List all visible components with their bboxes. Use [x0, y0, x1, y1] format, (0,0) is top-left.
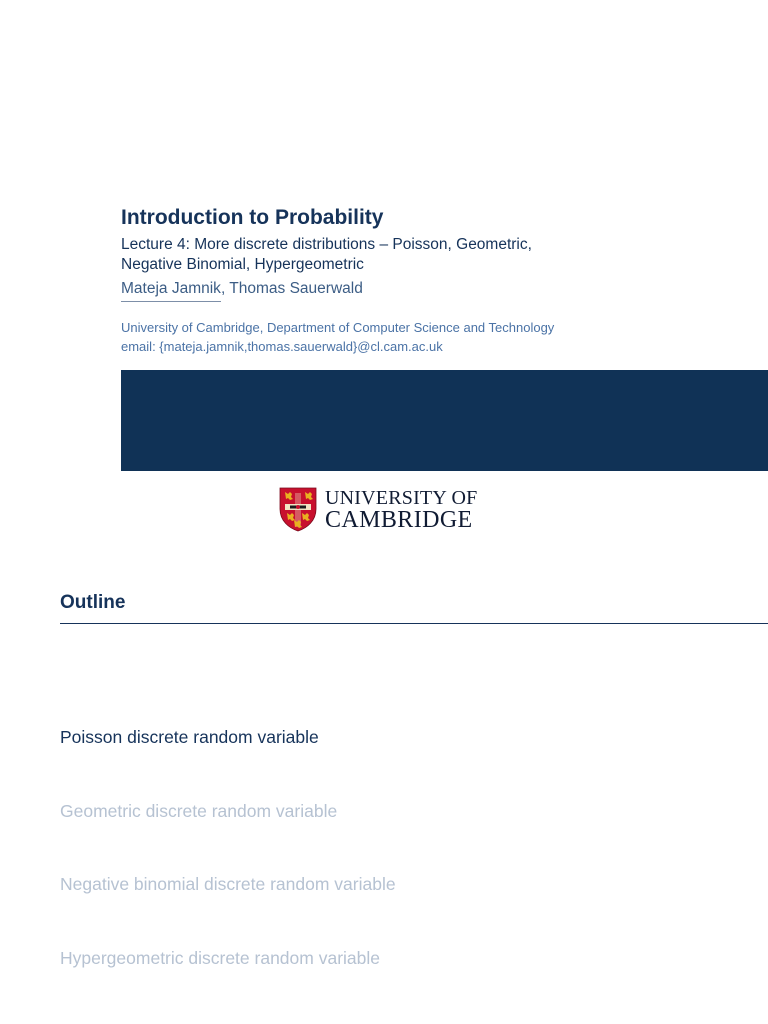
logo-wordmark: [325, 487, 477, 531]
authors: [121, 279, 741, 302]
author-thomas-sauerwald: Thomas Sauerwald: [229, 280, 363, 297]
affiliation-line: University of Cambridge, Department of Computer Science and Technology: [121, 320, 555, 335]
outline-heading: Outline: [60, 592, 126, 613]
subtitle: [121, 235, 741, 275]
author-mateja-jamnik[interactable]: Mateja Jamnik: [121, 279, 221, 302]
university-logo: [279, 486, 477, 532]
subtitle-line-1: Lecture 4: More discrete distributions – Poisson, Geometric,: [121, 236, 532, 253]
outline-item-geometric[interactable]: Geometric discrete random variable: [60, 801, 338, 821]
outline-divider: [60, 623, 768, 624]
outline-item-poisson[interactable]: Poisson discrete random variable: [60, 727, 319, 747]
title-banner: [121, 370, 768, 471]
cambridge-shield-icon: [279, 487, 317, 532]
outline-item-hypergeometric[interactable]: Hypergeometric discrete random variable: [60, 948, 380, 968]
logo-text-line-2: CAMBRIDGE: [325, 507, 473, 533]
logo-text-line-1: UNIVERSITY OF: [325, 487, 478, 509]
outline-item-negative-binomial[interactable]: Negative binomial discrete random variable: [60, 874, 396, 894]
page-title: Introduction to Probability: [121, 206, 384, 229]
email-line: email: {mateja.jamnik,thomas.sauerwald}@cl.cam.ac.uk: [121, 339, 443, 354]
title-block: [121, 203, 741, 302]
affiliation: [121, 318, 554, 356]
subtitle-line-2: Negative Binomial, Hypergeometric: [121, 256, 364, 273]
author-separator: ,: [220, 280, 230, 297]
